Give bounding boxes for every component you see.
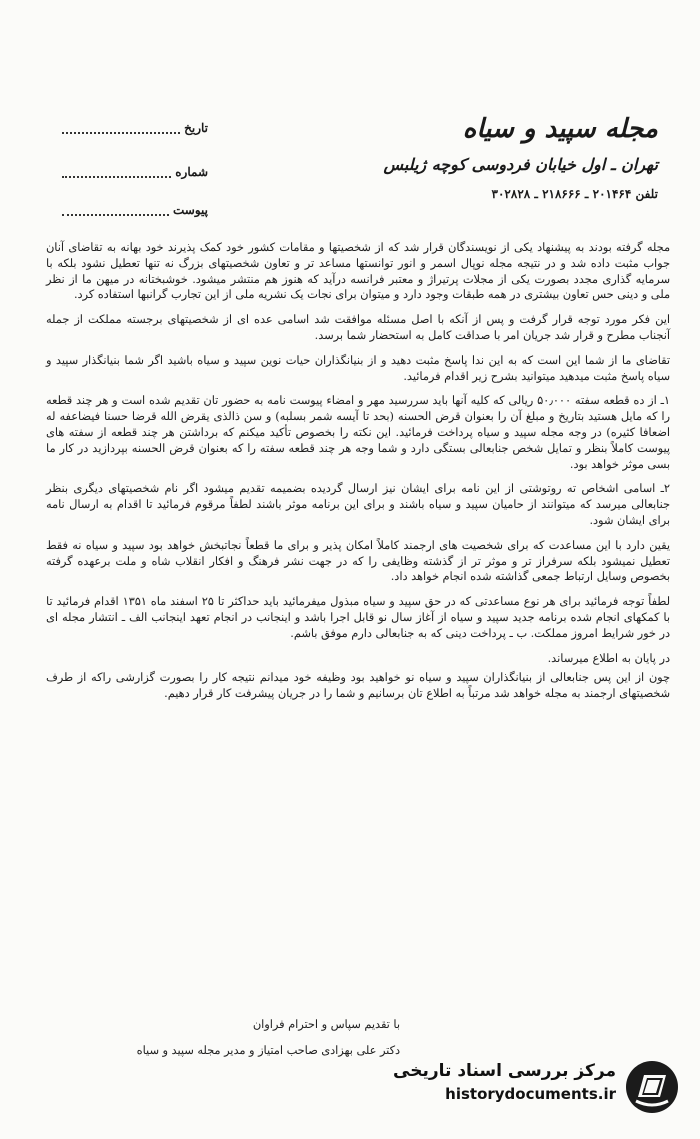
attachment-label: پیوست [173, 203, 208, 217]
paragraph: این فکر مورد توجه قرار گرفت و پس از آنکه با اصل مسئله موافقت شد اسامی عده ای از شخصیتهای برجسته مملکت از جمله آنجناب مطرح و قرار شد جریان امر با صداقت کامل به استحضار شما برسد. [46, 313, 670, 342]
watermark [366, 1055, 686, 1117]
date-label: تاریخ [184, 121, 208, 135]
magazine-title: مجله سپید و سیاه [462, 114, 658, 144]
closing [40, 1012, 400, 1064]
paragraph: یقین دارد با این مساعدت که برای شخصیت های ارجمند کاملاً امکان پذیر و برای ما قطعاً نجاتبخش خواهد بود سپید و سیاه نه فقط تعطیل نمیشود بلکه سرفراز تر و موثر تر از گذشته وظایفی را که در جهت نشر فرهنگ و افکار انقلاب شاه و ملت برعهده گرفته بخصوص وسایل ارتباط جمعی گذاشته شده انجام خواهد داد. [46, 538, 670, 584]
paragraph: ۲ـ اسامی اشخاص ته روتوشتی از این نامه برای ایشان نیز ارسال گردیده بضمیمه تقدیم میشود اگر نام شخصیتهای دیگری بنظر جنابعالی میرسد که میتوانند از حامیان سپید و سیاه باشند و برای این برنامه موثر باشند لطفاً مرقوم فرمائید تا اقدام به ارسال نامه برای ایشان شود. [46, 482, 670, 527]
letter-fields [58, 118, 208, 244]
date-line [62, 122, 180, 134]
date-field [58, 118, 208, 138]
closing-salutation: با تقدیم سپاس و احترام فراوان [252, 1018, 400, 1031]
watermark-name: مرکز بررسی اسناد تاریخی [393, 1061, 616, 1081]
paragraph: تقاضای ما از شما این است که به این ندا پاسخ مثبت دهید و از بنیانگذاران حیات نوین سپید و سیاه باشید اگر شما بنیانگذار سپید و سیاه پاسخ مثبت میدهید میتوانید بشرح زیر اقدام فرمائید. [46, 353, 670, 383]
number-label: شماره [175, 165, 208, 179]
paragraph: چون از این پس جنابعالی از بنیانگذاران سپید و سیاه نو خواهید بود وظیفه خود میدانم نتیجه کار را بصورت گزارشی راکه از طرف شخصیتهای ارجمند به مجله خواهد شد مرتباً به اطلاع تان برسانیم و شما را در جریان پیشرفت کار قرار دهیم. [46, 671, 670, 701]
number-line [62, 166, 171, 178]
letter-body [46, 240, 670, 711]
paragraph: لطفاً توجه فرمائید برای هر نوع مساعدتی که در حق سپید و سیاه مبذول میفرمائید باید حداکثر تا ۲۵ اسفند ماه ۱۳۵۱ اقدام فرمائید تا با کمکهای انجام شده برنامه جدید سپید و سیاه از آغاز سال نو قابل اجرا باشد و اینجانب در انجام تعهد اینجانب الف ـ انتشار مجله ای در خور شرایط امروز مملکت. ب ـ پرداخت دینی که به جنابعالی دارم موفق باشم. [46, 595, 671, 640]
closing-signature: دکتر علی بهزادی صاحب امتیاز و مدیر مجله سپید و سیاه [136, 1044, 400, 1057]
magazine-phone: تلفن ۲۰۱۴۶۴ ـ ۲۱۸۶۶۶ ـ ۳۰۲۸۲۸ [491, 187, 658, 201]
watermark-text [393, 1059, 616, 1105]
attachment-line [62, 204, 169, 216]
watermark-url: historydocuments.ir [445, 1085, 616, 1103]
number-field [58, 162, 208, 182]
letterhead [278, 112, 658, 204]
magazine-address: تهران ـ اول خیابان فردوسی کوچه ژیلبس [383, 155, 658, 174]
attachment-field [58, 200, 208, 220]
paragraph: در پایان به اطلاع میرساند. [547, 651, 670, 665]
paragraph: ۱ـ از ده قطعه سفته ۵۰٫۰۰۰ ریالی که کلیه آنها باید سررسید مهر و امضاء پیوست نامه به حضور تان تقدیم شده است و هر چند قطعه را که مایل هستید بتاریخ و مبلغ آن را بعنوان قرض الحسنه (بحد تا آیسه شمر بسلبه) و سن ذالذی یقرض الله قرضا حسنا فیضاعفه له اضعافا کثیره) در وجه مجله سپید و سیاه پرداخت فرمائید. این نکته را بخصوص تأکید میکنم که برداشتن هر چند قطعه از سفته های پیوست کاملاً بنظر و تمایل شخص جنابعالی بستگی دارد و شما وجه هر چند قطعه سفته را که بعنوان قرض الحسنه بپردازید در کار ما بسی موثر خواهد بود. [46, 394, 670, 471]
archive-seal-icon [624, 1059, 680, 1115]
paragraph: مجله گرفته بودند به پیشنهاد یکی از نویسندگان قرار شد که از شخصیتها و مقامات کشور خود کمک پذیرند خود بهانه به تقاضای آنان جواب مثبت داده شد و در نتیجه مجله نوپال اسمر و انور توانستها مساعد تر و تعاون شخصیتهای بزرگ نه تنها تعطیل نشود بلکه با سرمایه گذاری مجدد بصورت یکی از مجلات پرتیراژ و معتبر فرانسه درآید که هنوز هم منتشر میشود. خوشبختانه در میهن ما از نظر ملی و دینی حس تعاون بیشتری در همه طبقات وجود دارد و میتوان برای نجات یک نشریه ملی از این تجارب گرانبها استفاده کرد. [46, 241, 670, 302]
